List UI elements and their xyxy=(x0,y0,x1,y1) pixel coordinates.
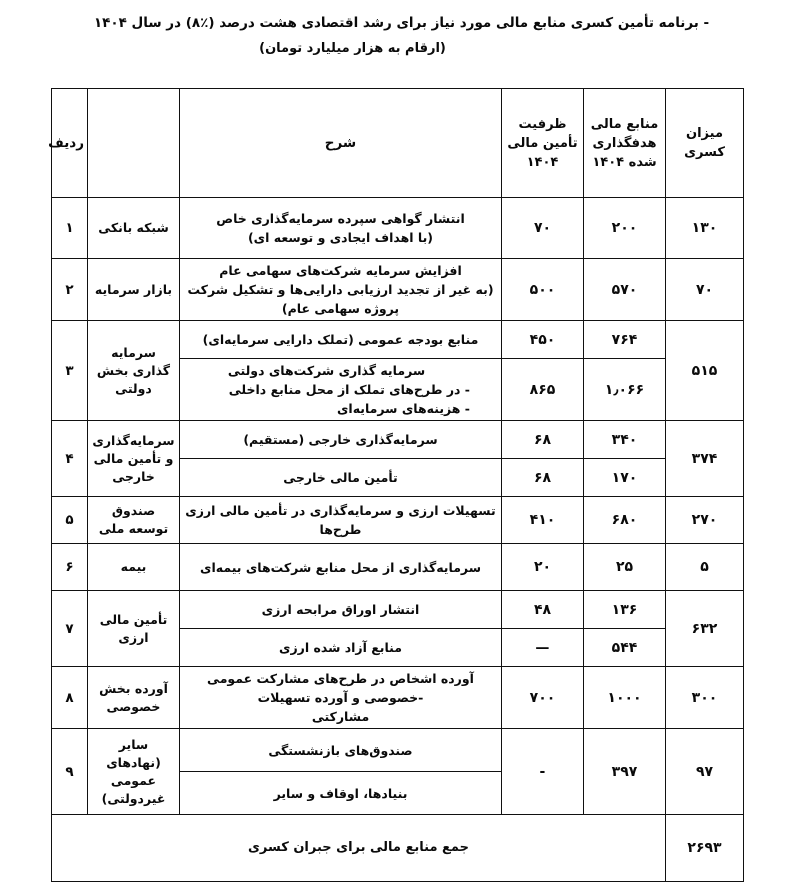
title-line-primary: - برنامه تأمین کسری منابع مالی مورد نیاز برای رشد اقتصادی هشت درصد (٪۸) در سال ۱۴۰۴ xyxy=(93,15,710,31)
table-row xyxy=(52,259,744,321)
desc-line: - در طرح‌های تملک از محل منابع داخلی xyxy=(228,382,470,397)
header-description: شرح xyxy=(180,89,502,198)
cell-description xyxy=(180,667,502,729)
cell-target: ۱٫۰۶۶ xyxy=(584,359,666,421)
cell-description: انتشار اوراق مرابحه ارزی xyxy=(180,591,502,629)
header-deficit-amount: میزان کسری xyxy=(666,89,744,198)
cell-capacity: ۶۸ xyxy=(502,421,584,459)
header-row-number: ردیف xyxy=(52,89,88,198)
cell-capacity: ۸۶۵ xyxy=(502,359,584,421)
cell-row-number: ۳ xyxy=(52,321,88,421)
cell-target: ۵۴۴ xyxy=(584,629,666,667)
table-row xyxy=(52,321,744,359)
header-funding-capacity: ظرفیت تأمین مالی ۱۴۰۴ xyxy=(502,89,584,198)
cell-capacity: - xyxy=(502,729,584,815)
cell-deficit: ۹۷ xyxy=(666,729,744,815)
cell-deficit: ۲۷۰ xyxy=(666,497,744,544)
table-row xyxy=(52,544,744,591)
cell-row-number: ۶ xyxy=(52,544,88,591)
desc-line: مشارکتی xyxy=(311,709,370,724)
cell-total-label: جمع منابع مالی برای جبران کسری xyxy=(52,815,666,882)
header-row xyxy=(52,89,744,198)
table-total-row xyxy=(52,815,744,882)
cell-description xyxy=(180,259,502,321)
table-row xyxy=(52,729,744,772)
cell-deficit: ۱۳۰ xyxy=(666,198,744,259)
cell-description: منابع آزاد شده ارزی xyxy=(180,629,502,667)
desc-line: (با اهداف ایجادی و توسعه ای) xyxy=(247,230,434,245)
cell-row-number: ۸ xyxy=(52,667,88,729)
table-row xyxy=(52,591,744,629)
cell-row-number: ۵ xyxy=(52,497,88,544)
cell-target: ۶۸۰ xyxy=(584,497,666,544)
desc-line: انتشار گواهی سپرده سرمایه‌گذاری خاص xyxy=(216,211,465,226)
cell-target: ۲۰۰ xyxy=(584,198,666,259)
table-row xyxy=(52,667,744,729)
desc-line: آورده اشخاص در طرح‌های مشارکت عمومی -خصوصی و آورده تسهیلات xyxy=(207,671,474,705)
cell-category: بیمه xyxy=(88,544,180,591)
cell-deficit: ۵۱۵ xyxy=(666,321,744,421)
cell-row-number: ۱ xyxy=(52,198,88,259)
header-target-funding: منابع مالی هدفگذاری شده ۱۴۰۴ xyxy=(584,89,666,198)
cell-description: بنیادها، اوقاف و سایر xyxy=(180,772,502,815)
cell-row-number: ۲ xyxy=(52,259,88,321)
header-category xyxy=(88,89,180,198)
cell-category: سرمایه گذاری بخش دولتی xyxy=(88,321,180,421)
desc-line: افزایش سرمایه شرکت‌های سهامی عام xyxy=(219,263,462,278)
cell-capacity: ۶۸ xyxy=(502,459,584,497)
cell-capacity: ۴۱۰ xyxy=(502,497,584,544)
cell-capacity: ۲۰ xyxy=(502,544,584,591)
cell-target: ۵۷۰ xyxy=(584,259,666,321)
cell-row-number: ۴ xyxy=(52,421,88,497)
document-title-block xyxy=(0,0,795,60)
table-row xyxy=(52,421,744,459)
desc-line: - هزینه‌های سرمایه‌ای xyxy=(336,401,470,416)
cell-category: صندوق توسعه ملی xyxy=(88,497,180,544)
cell-capacity: ۷۰۰ xyxy=(502,667,584,729)
cell-category: تأمین مالی ارزی xyxy=(88,591,180,667)
cell-target: ۷۶۴ xyxy=(584,321,666,359)
table-body xyxy=(52,198,744,882)
cell-row-number: ۹ xyxy=(52,729,88,815)
cell-capacity: — xyxy=(502,629,584,667)
cell-description: منابع بودجه عمومی (تملک دارایی سرمایه‌ای) xyxy=(180,321,502,359)
table-row xyxy=(52,497,744,544)
financial-table-container xyxy=(48,88,744,882)
cell-deficit: ۵ xyxy=(666,544,744,591)
cell-row-number: ۷ xyxy=(52,591,88,667)
cell-deficit: ۷۰ xyxy=(666,259,744,321)
cell-description xyxy=(180,198,502,259)
cell-capacity: ۴۵۰ xyxy=(502,321,584,359)
cell-category: سرمایه‌گذاری و تأمین مالی خارجی xyxy=(88,421,180,497)
cell-total-value: ۲۶۹۳ xyxy=(666,815,744,882)
table-header xyxy=(48,89,744,198)
cell-capacity: ۴۸ xyxy=(502,591,584,629)
cell-deficit: ۶۳۲ xyxy=(666,591,744,667)
cell-description: تأمین مالی خارجی xyxy=(180,459,502,497)
cell-target: ۳۹۷ xyxy=(584,729,666,815)
cell-target: ۱۰۰۰ xyxy=(584,667,666,729)
cell-target: ۲۵ xyxy=(584,544,666,591)
desc-line: سرمایه گذاری شرکت‌های دولتی xyxy=(227,363,426,378)
table-row xyxy=(52,198,744,259)
cell-capacity: ۵۰۰ xyxy=(502,259,584,321)
cell-deficit: ۳۰۰ xyxy=(666,667,744,729)
cell-description: سرمایه‌گذاری از محل منابع شرکت‌های بیمه‌ای xyxy=(180,544,502,591)
cell-description: سرمایه‌گذاری خارجی (مستقیم) xyxy=(180,421,502,459)
cell-capacity: ۷۰ xyxy=(502,198,584,259)
cell-target: ۳۴۰ xyxy=(584,421,666,459)
cell-target: ۱۳۶ xyxy=(584,591,666,629)
cell-description: صندوق‌های بازنشستگی xyxy=(180,729,502,772)
desc-line: (به غیر از تجدید ارزیابی دارایی‌ها و تشکیل شرکت پروژه سهامی عام) xyxy=(187,282,494,316)
title-line-units: (ارقام به هزار میلیارد تومان) xyxy=(259,41,446,56)
cell-category: آورده بخش خصوصی xyxy=(88,667,180,729)
cell-description: تسهیلات ارزی و سرمایه‌گذاری در تأمین مالی ارزی طرح‌ها xyxy=(180,497,502,544)
funding-deficit-table xyxy=(48,88,744,882)
cell-description xyxy=(180,359,502,421)
cell-deficit: ۳۷۴ xyxy=(666,421,744,497)
cell-target: ۱۷۰ xyxy=(584,459,666,497)
cell-category: بازار سرمایه xyxy=(88,259,180,321)
cell-category: شبکه بانکی xyxy=(88,198,180,259)
cell-category: سایر (نهادهای عمومی غیردولتی) xyxy=(88,729,180,815)
